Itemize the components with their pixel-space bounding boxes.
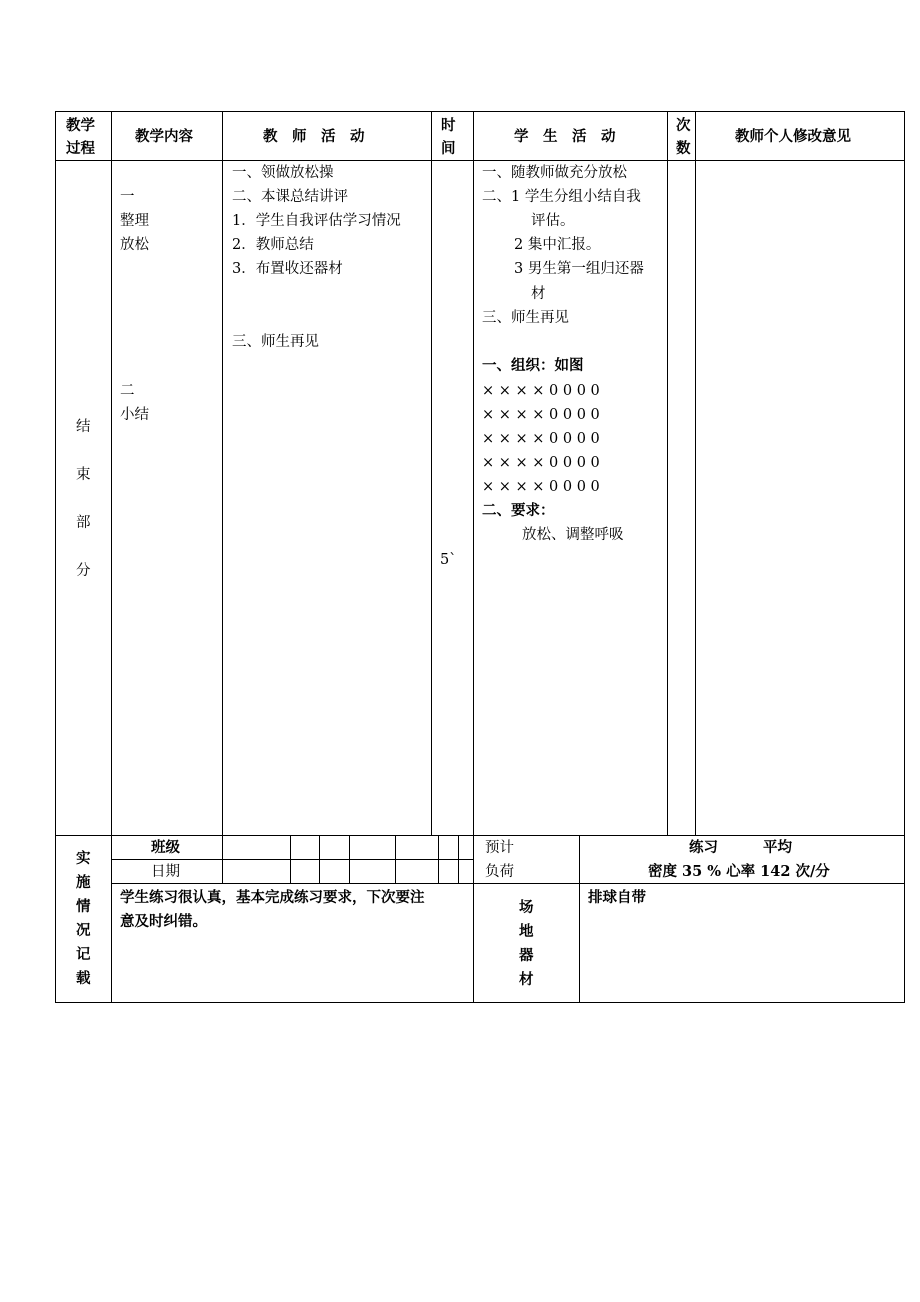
teacher-line-2: 二、本课总结讲评 [232,189,348,205]
comment-line-1: 学生练习很认真，基本完成练习要求，下次要注 [120,889,425,906]
impl-label-6: 载 [76,970,91,987]
formation-row-2: × × × × 0 0 0 0 [482,407,600,423]
formation-row-4: × × × × 0 0 0 0 [482,455,600,471]
venue-label-4: 材 [519,971,534,988]
class-label: 班级 [151,839,180,856]
col-line-right [904,111,905,1003]
header-revision: 教师个人修改意见 [735,128,851,145]
load-stats: 密度 35 % 心率 142 次/分 [648,863,830,880]
venue-label-1: 场 [519,899,534,916]
teacher-line-4: 2．教师总结 [232,237,314,253]
load-label-1: 预计 [485,840,514,856]
table-border-bottom [55,1002,905,1003]
header-time-1: 时 [441,117,456,134]
section-label-2: 束 [76,467,91,483]
grid-v7 [458,835,459,883]
comment-line-2: 意及时纠错。 [120,913,207,930]
header-count-1: 次 [676,117,691,134]
section-label-1: 结 [76,419,91,435]
impl-label-2: 施 [76,874,91,891]
grid-v1 [222,835,223,883]
student-line-7: 三、师生再见 [482,310,569,326]
body-bottom-line [55,835,905,836]
grid-v2 [290,835,291,883]
col-line-left [55,111,56,1003]
section-label-4: 分 [76,563,91,579]
header-process-2: 过程 [66,140,95,157]
col-line-5 [667,111,668,835]
content-part2-num: 二 [120,383,135,399]
impl-label-4: 况 [76,922,91,939]
teacher-line-3: 1．学生自我评估学习情况 [232,213,401,229]
col-line-3 [431,111,432,835]
header-count-2: 数 [676,140,691,157]
load-label-2: 负荷 [485,864,514,880]
load-average: 平均 [763,839,792,856]
student-line-1: 一、随教师做充分放松 [482,165,627,181]
header-teacher-activity: 教 师 活 动 [263,128,365,145]
student-org-title: 一、组织：如图 [482,357,584,374]
content-part1-line1: 整理 [120,213,149,229]
formation-row-3: × × × × 0 0 0 0 [482,431,600,447]
venue-value: 排球自带 [588,889,646,906]
date-label: 日期 [151,864,180,880]
teacher-line-5: 3．布置收还器材 [232,261,343,277]
student-line-3: 评估。 [531,213,575,229]
student-line-2: 二、1 学生分组小结自我 [482,189,641,205]
grid-v6 [438,835,439,883]
content-part1-num: 一 [120,189,135,205]
teacher-line-1: 一、领做放松操 [232,165,334,181]
table-border-top [55,111,905,112]
student-req-title: 二、要求： [482,502,555,519]
content-part2-line1: 小结 [120,407,149,423]
venue-divider [579,835,580,1003]
grid-v3 [319,835,320,883]
student-line-5: 3 男生第一组归还器 [514,261,644,277]
venue-label-3: 器 [519,947,534,964]
col-line-1 [111,111,112,1003]
student-line-6: 材 [531,286,546,302]
grid-v4 [349,835,350,883]
grid-v5 [395,835,396,883]
formation-row-5: × × × × 0 0 0 0 [482,479,600,495]
col-line-2 [222,111,223,835]
header-content: 教学内容 [135,128,193,145]
student-line-4: 2 集中汇报。 [514,237,601,253]
formation-row-1: × × × × 0 0 0 0 [482,383,600,399]
impl-label-1: 实 [76,850,91,867]
load-practice: 练习 [689,839,718,856]
section-label-3: 部 [76,515,91,531]
impl-label-3: 情 [76,898,91,915]
date-row-line [111,883,905,884]
header-time-2: 间 [441,140,456,157]
impl-label-5: 记 [76,946,91,963]
col-line-mid [473,111,474,1003]
header-bottom-line [55,160,905,161]
class-row-line [111,859,473,860]
venue-label-2: 地 [519,923,534,940]
content-part1-line2: 放松 [120,237,149,253]
col-line-6 [695,111,696,835]
student-req-text: 放松、调整呼吸 [522,527,624,543]
header-student-activity: 学 生 活 动 [514,128,616,145]
time-value: 5` [440,552,457,568]
teacher-farewell: 三、师生再见 [232,334,319,350]
header-process-1: 教学 [66,117,95,134]
